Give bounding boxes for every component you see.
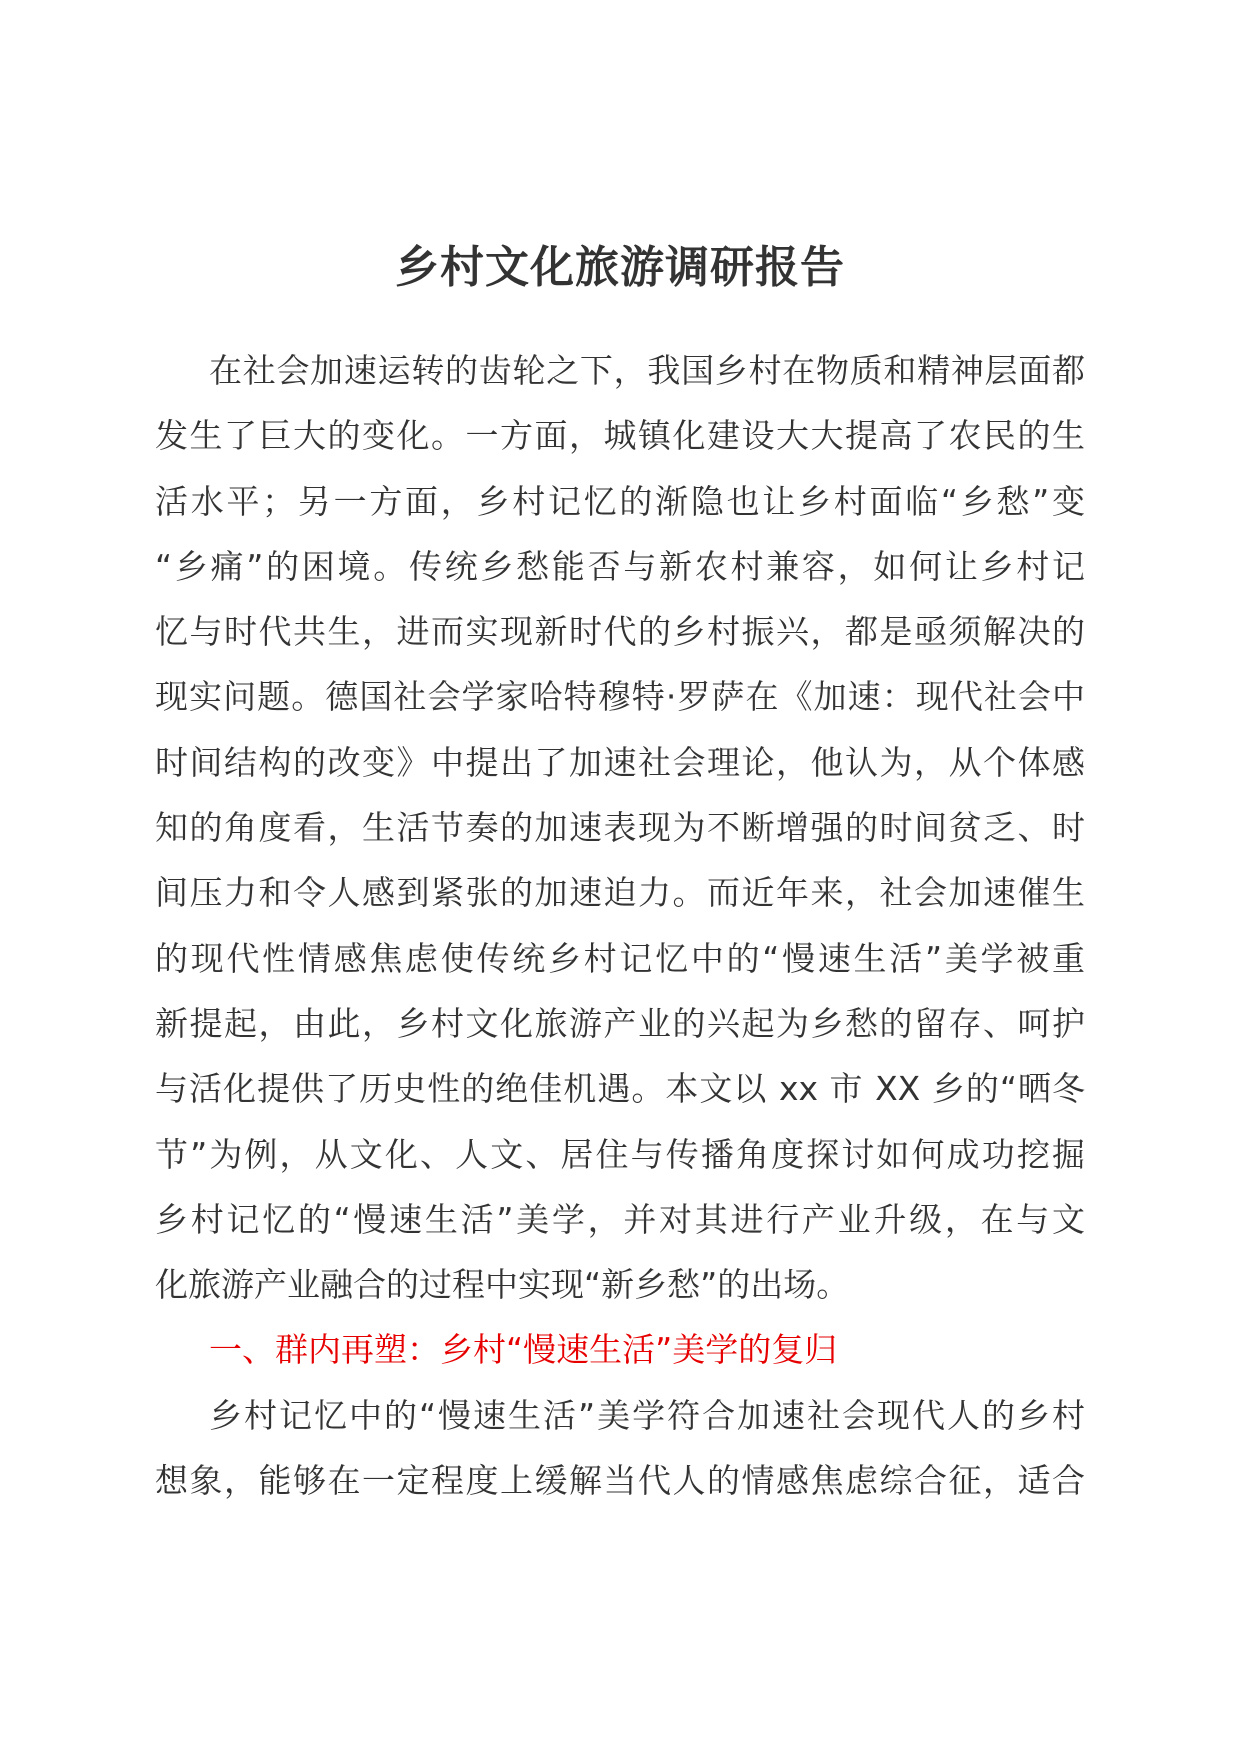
text-line: 知的角度看，生活节奏的加速表现为不断增强的时间贫乏、时	[155, 808, 1085, 848]
text-line: 间压力和令人感到紧张的加速迫力。而近年来，社会加速催生	[155, 873, 1085, 913]
text-line: 时间结构的改变》中提出了加速社会理论，他认为，从个体感	[155, 742, 1085, 782]
text-line: 乡村记忆中的“慢速生活”美学符合加速社会现代人的乡村	[209, 1395, 1085, 1435]
text-line: 发生了巨大的变化。一方面，城镇化建设大大提高了农民的生	[155, 416, 1085, 456]
text-line: 化旅游产业融合的过程中实现“新乡愁”的出场。	[155, 1265, 850, 1305]
text-line: 忆与时代共生，进而实现新时代的乡村振兴，都是亟须解决的	[155, 612, 1085, 652]
text-line: 节”为例，从文化、人文、居住与传播角度探讨如何成功挖掘	[155, 1134, 1085, 1174]
text-line: 乡村记忆的“慢速生活”美学，并对其进行产业升级，在与文	[155, 1199, 1085, 1239]
text-line: 活水平；另一方面，乡村记忆的渐隐也让乡村面临“乡愁”变	[155, 481, 1085, 521]
text-line: 在社会加速运转的齿轮之下，我国乡村在物质和精神层面都	[209, 351, 1085, 390]
text-line: “乡痛”的困境。传统乡愁能否与新农村兼容，如何让乡村记	[155, 546, 1085, 586]
text-line: 新提起，由此，乡村文化旅游产业的兴起为乡愁的留存、呵护	[155, 1003, 1085, 1043]
text-line: 与活化提供了历史性的绝佳机遇。本文以 xx 市 XX 乡的“晒冬	[155, 1069, 1085, 1109]
document-title: 乡村文化旅游调研报告	[395, 242, 845, 293]
paragraph-intro	[155, 338, 1085, 1317]
paragraph-section1	[155, 1383, 1085, 1514]
section-heading: 一、群内再塑：乡村“慢速生活”美学的复归	[209, 1330, 838, 1370]
text-line: 的现代性情感焦虑使传统乡村记忆中的“慢速生活”美学被重	[155, 938, 1085, 978]
text-line: 想象，能够在一定程度上缓解当代人的情感焦虑综合征，适合	[155, 1461, 1085, 1501]
document-body	[155, 338, 1085, 1513]
text-line: 现实问题。德国社会学家哈特穆特·罗萨在《加速：现代社会中	[155, 677, 1085, 717]
